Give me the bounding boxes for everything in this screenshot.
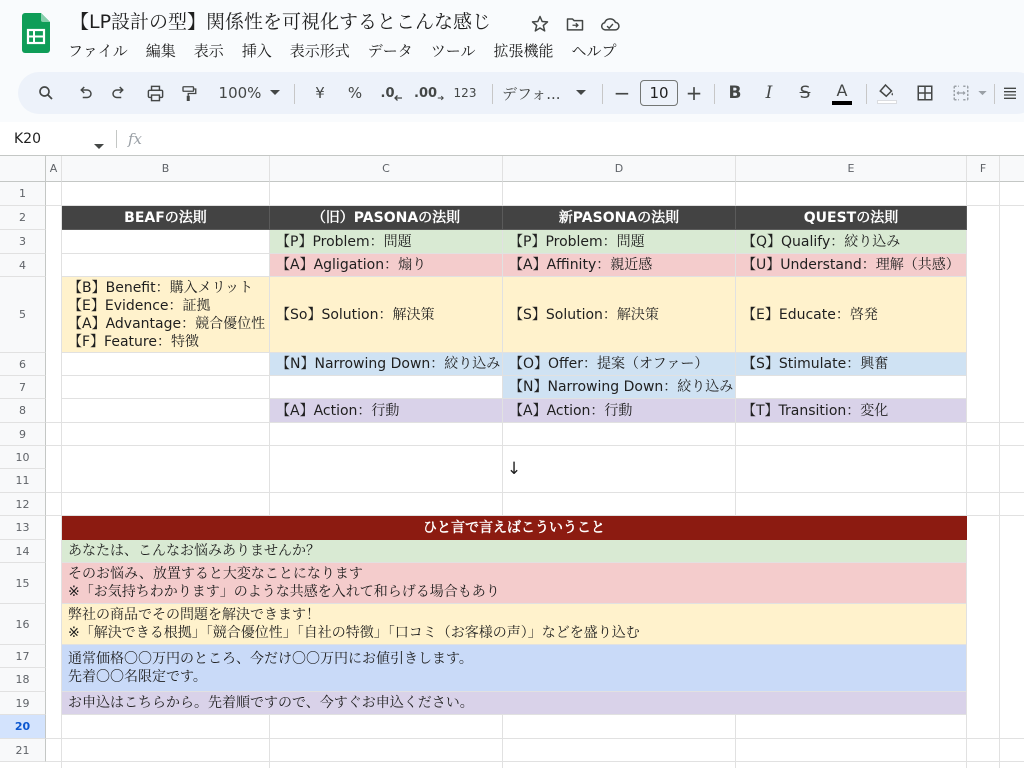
merge-dropdown-icon[interactable]: [976, 72, 988, 114]
column-header-d[interactable]: D: [503, 156, 736, 182]
bold-icon: B: [728, 83, 742, 103]
zoom-value: 100%: [218, 84, 262, 102]
cell-d8[interactable]: 【A】Action：行動: [503, 399, 736, 423]
column-header-g[interactable]: [1000, 156, 1024, 182]
document-title[interactable]: 【LP設計の型】関係性を可視化するとこんな感じ: [70, 11, 492, 33]
row-header-11[interactable]: 11: [0, 469, 46, 493]
redo-icon[interactable]: [106, 72, 132, 114]
summary-row-17-18[interactable]: [62, 645, 967, 692]
formula-divider: [116, 130, 117, 148]
cell-c3[interactable]: 【P】Problem：問題: [270, 230, 503, 254]
font-name: デフォ...: [502, 84, 561, 103]
star-icon[interactable]: [528, 12, 552, 36]
cell-c7[interactable]: [270, 376, 503, 399]
more-formats-button[interactable]: [450, 72, 480, 114]
summary-row-17-line1: 通常価格〇〇万円のところ、今だけ〇〇万円にお値引きします。: [68, 651, 473, 667]
zoom-select[interactable]: [214, 72, 266, 114]
name-box[interactable]: K20: [14, 131, 41, 147]
bold-button[interactable]: [724, 72, 746, 114]
zoom-dropdown-icon[interactable]: [268, 72, 282, 114]
strikethrough-icon: S: [799, 83, 811, 103]
summary-row-16[interactable]: [62, 604, 967, 645]
italic-icon: I: [765, 83, 773, 103]
row-header-3[interactable]: 3: [0, 230, 46, 254]
row-header-10[interactable]: 10: [0, 446, 46, 469]
arrow-down-cell[interactable]: ↓: [62, 446, 967, 493]
percent-format-button[interactable]: [343, 72, 367, 114]
row-header-21[interactable]: 21: [0, 739, 46, 762]
row-header-14[interactable]: 14: [0, 540, 46, 563]
summary-row-16-line2: ※「解決できる根拠」「競合優位性」「自社の特徴」「口コミ（お客様の声）」などを盛り込む: [68, 625, 640, 641]
summary-row-15-line1: そのお悩み、放置すると大変なことになります: [68, 566, 363, 582]
fx-icon: fx: [128, 130, 143, 148]
row-header-13[interactable]: 13: [0, 516, 46, 540]
menu-data[interactable]: データ: [367, 42, 413, 60]
menu-file[interactable]: ファイル: [68, 42, 128, 60]
row-header-7[interactable]: 7: [0, 376, 46, 399]
summary-header[interactable]: ひと言で言えばこういうこと: [62, 516, 967, 540]
paint-bucket-icon: [878, 83, 896, 99]
toolbar-area: [0, 66, 1024, 122]
menu-help[interactable]: ヘルプ: [571, 42, 617, 60]
cell-d5[interactable]: 【S】Solution：解決策: [503, 277, 736, 353]
decrease-font-size-button[interactable]: [612, 72, 632, 114]
summary-row-15-line2: ※「お気持ちわかります」のような共感を入れて和らげる場合もあり: [68, 584, 500, 600]
cell-e4[interactable]: 【U】Understand：理解（共感）: [736, 254, 967, 277]
cell-d6[interactable]: 【O】Offer：提案（オファー）: [503, 353, 736, 376]
more-formats-label: 123: [453, 86, 477, 100]
gridline: [46, 761, 1024, 762]
row-header-20[interactable]: 20: [0, 715, 46, 739]
text-color-icon: A: [836, 81, 848, 100]
menu-edit[interactable]: 編集: [145, 42, 176, 60]
toolbar-divider: [602, 84, 603, 104]
horizontal-align-icon[interactable]: [1002, 72, 1022, 114]
cell-d3[interactable]: 【P】Problem：問題: [503, 230, 736, 254]
beaf-line-benefit: 【B】Benefit：購入メリット: [68, 279, 254, 296]
italic-button[interactable]: [758, 72, 780, 114]
increase-decimal-button[interactable]: [414, 72, 444, 114]
row-header-12[interactable]: 12: [0, 493, 46, 516]
fill-color-button[interactable]: [874, 72, 900, 114]
cell-b8[interactable]: [62, 399, 270, 423]
merge-cells-icon[interactable]: [948, 72, 974, 114]
spreadsheet-grid[interactable]: [0, 156, 1024, 768]
arrow-right-icon: [437, 94, 444, 102]
beaf-line-advantage: 【A】Advantage：競合優位性: [68, 315, 266, 332]
cell-e3[interactable]: 【Q】Qualify：絞り込み: [736, 230, 967, 254]
toolbar-divider: [866, 84, 867, 104]
column-header-b[interactable]: B: [62, 156, 270, 182]
row-header-1[interactable]: 1: [0, 182, 46, 206]
select-all-corner[interactable]: [0, 156, 46, 182]
row-header-8[interactable]: 8: [0, 399, 46, 423]
decrease-decimal-button[interactable]: [378, 72, 406, 114]
menu-tools[interactable]: ツール: [430, 42, 476, 60]
sheets-logo-icon[interactable]: [22, 13, 50, 53]
cell-c5[interactable]: 【So】Solution：解決策: [270, 277, 503, 353]
print-icon[interactable]: [142, 72, 168, 114]
cell-e7[interactable]: [736, 376, 967, 399]
cell-d4[interactable]: 【A】Affinity：親近感: [503, 254, 736, 277]
toolbar-divider: [714, 84, 715, 104]
header-beaf[interactable]: BEAFの法則: [62, 206, 270, 230]
cell-b5-beaf[interactable]: [62, 277, 270, 353]
summary-row-14[interactable]: あなたは、こんなお悩みありませんか？: [62, 540, 967, 563]
percent-symbol: %: [347, 84, 363, 102]
menu-extensions[interactable]: 拡張機能: [493, 42, 554, 60]
row-header-19[interactable]: 19: [0, 692, 46, 715]
summary-row-15[interactable]: [62, 563, 967, 604]
header-quest[interactable]: QUESTの法則: [736, 206, 967, 230]
name-box-dropdown-icon[interactable]: [94, 135, 104, 154]
search-menus-icon[interactable]: [32, 72, 60, 114]
column-header-f[interactable]: F: [967, 156, 1000, 182]
column-header-a[interactable]: A: [46, 156, 62, 182]
menu-insert[interactable]: 挿入: [241, 42, 272, 60]
row-header-9[interactable]: 9: [0, 423, 46, 446]
cell-b6[interactable]: [62, 353, 270, 376]
text-color-swatch: [832, 101, 852, 105]
beaf-line-evidence: 【E】Evidence：証拠: [68, 297, 211, 314]
summary-row-17-line2: 先着〇〇名限定です。: [68, 669, 207, 685]
header-old-pasona[interactable]: （旧）PASONAの法則: [270, 206, 503, 230]
menu-view[interactable]: 表示: [193, 42, 224, 60]
toolbar-divider: [492, 84, 493, 104]
cell-b3[interactable]: [62, 230, 270, 254]
cell-c4[interactable]: 【A】Agligation：煽り: [270, 254, 503, 277]
arrow-left-icon: [394, 94, 403, 102]
cloud-saved-icon[interactable]: [598, 12, 622, 36]
undo-icon[interactable]: [72, 72, 98, 114]
cell-e6[interactable]: 【S】Stimulate：興奮: [736, 353, 967, 376]
row-header-17[interactable]: 17: [0, 645, 46, 668]
formula-bar: [0, 122, 1024, 156]
borders-icon[interactable]: [912, 72, 938, 114]
summary-row-19[interactable]: お申込はこちらから。先着順ですので、今すぐお申込ください。: [62, 692, 967, 715]
row-header-15[interactable]: 15: [0, 563, 46, 604]
cell-e5[interactable]: 【E】Educate：啓発: [736, 277, 967, 353]
cell-c6[interactable]: 【N】Narrowing Down：絞り込み: [270, 353, 503, 376]
move-to-folder-icon[interactable]: [563, 12, 587, 36]
strikethrough-button[interactable]: [794, 72, 816, 114]
fill-color-swatch: [877, 100, 897, 104]
summary-row-16-line1: 弊社の商品でその問題を解決できます！: [68, 607, 320, 623]
currency-format-button[interactable]: [308, 72, 332, 114]
decrease-decimal-label: .0: [380, 85, 395, 101]
toolbar: [18, 72, 1024, 114]
row-header-16[interactable]: 16: [0, 604, 46, 645]
cell-c8[interactable]: 【A】Action：行動: [270, 399, 503, 423]
title-bar: [0, 0, 1024, 66]
text-color-button[interactable]: [830, 72, 854, 114]
toolbar-divider: [294, 84, 295, 104]
paint-format-icon[interactable]: [176, 72, 202, 114]
beaf-line-feature: 【F】Feature：特徴: [68, 333, 199, 350]
toolbar-divider: [994, 84, 995, 104]
row-header-2[interactable]: 2: [0, 206, 46, 230]
row-header-5[interactable]: 5: [0, 277, 46, 353]
cell-b4[interactable]: [62, 254, 270, 277]
font-dropdown-icon[interactable]: [574, 72, 588, 114]
minus-icon: −: [613, 81, 631, 105]
increase-font-size-button[interactable]: [684, 72, 704, 114]
menu-bar: [68, 40, 635, 62]
plus-icon: +: [685, 81, 703, 105]
row-header-6[interactable]: 6: [0, 353, 46, 376]
cell-e8[interactable]: 【T】Transition：変化: [736, 399, 967, 423]
font-size-input[interactable]: 10: [640, 80, 678, 106]
cell-b7[interactable]: [62, 376, 270, 399]
cell-d7[interactable]: 【N】Narrowing Down：絞り込み: [503, 376, 736, 399]
row-header-18[interactable]: 18: [0, 668, 46, 692]
header-new-pasona[interactable]: 新PASONAの法則: [503, 206, 736, 230]
menu-format[interactable]: 表示形式: [289, 42, 350, 60]
row-header-4[interactable]: 4: [0, 254, 46, 277]
gridline: [46, 738, 1024, 739]
column-header-e[interactable]: E: [736, 156, 967, 182]
gridline: [999, 182, 1000, 768]
increase-decimal-label: .00: [414, 85, 438, 101]
column-header-c[interactable]: C: [270, 156, 503, 182]
font-select[interactable]: [502, 72, 562, 114]
currency-symbol: ¥: [315, 84, 325, 102]
